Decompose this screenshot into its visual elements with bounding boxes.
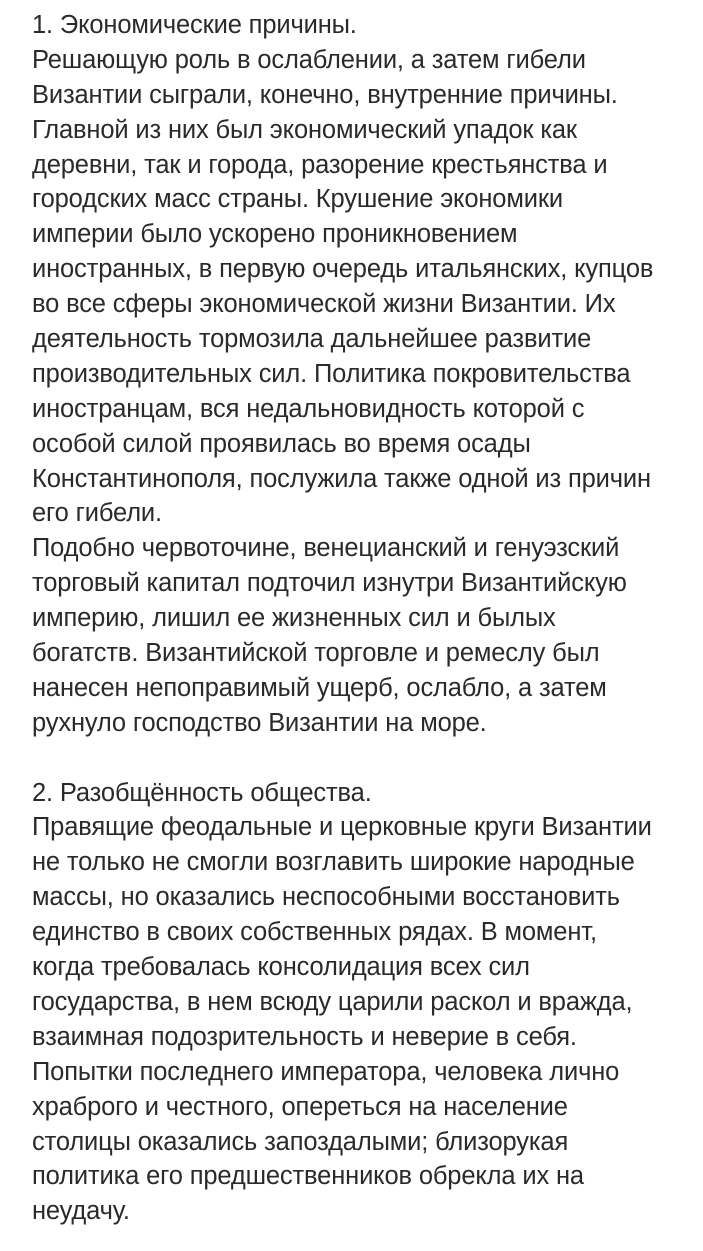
text-line: массы, но оказались неспособными восстановить <box>32 883 620 912</box>
text-line: торговый капитал подточил изнутри Византийскую <box>32 569 627 598</box>
text-line: деятельность тормозила дальнейшее развитие <box>32 325 592 354</box>
text-line: во все сферы экономической жизни Византии. Их <box>32 290 616 319</box>
text-line: деревни, так и города, разорение крестьянства и <box>32 150 608 179</box>
text-line: иностранных, в первую очередь итальянских, купцов <box>32 255 654 284</box>
text-line: рухнуло господство Византии на море. <box>32 708 487 737</box>
text-line: нанесен непоправимый ущерб, ослабло, а затем <box>32 673 607 702</box>
text-line: особой силой проявилась во время осады <box>32 429 531 458</box>
text-line: Константинополя, послужила также одной из причин <box>32 464 651 493</box>
text-line: империи было ускорено проникновением <box>32 220 518 249</box>
text-line: когда требовалась консолидация всех сил <box>32 953 530 982</box>
text-line: неудачу. <box>32 1197 130 1226</box>
section-social-division <box>32 776 695 1230</box>
text-line: единство в своих собственных рядах. В момент, <box>32 918 597 947</box>
text-line: Решающую роль в ослаблении, а затем гибели <box>32 45 586 74</box>
paragraph-spacer <box>32 741 695 776</box>
section-heading: 2. Разобщённость общества. <box>32 778 372 807</box>
text-line: Попытки последнего императора, человека лично <box>32 1057 620 1086</box>
text-line: взаимная подозрительность и неверие в себя. <box>32 1022 577 1051</box>
text-line: Византии сыграли, конечно, внутренние причины. <box>32 80 618 109</box>
text-line: Правящие феодальные и церковные круги Византии <box>32 813 652 842</box>
section-heading: 1. Экономические причины. <box>32 11 357 39</box>
text-line: производительных сил. Политика покровительства <box>32 359 631 388</box>
text-line: Подобно червоточине, венецианский и генуэзский <box>32 534 620 563</box>
text-line: богатств. Византийской торговле и ремеслу был <box>32 639 600 668</box>
text-line: государства, в нем всюду царили раскол и вражда, <box>32 987 633 1016</box>
text-line: его гибели. <box>32 499 162 528</box>
text-line: городских масс страны. Крушение экономики <box>32 185 563 214</box>
text-line: храброго и честного, опереться на население <box>32 1092 568 1121</box>
text-line: Главной из них был экономический упадок как <box>32 115 577 144</box>
text-line: иностранцам, вся недальновидность которой с <box>32 394 585 423</box>
text-line: империю, лишил ее жизненных сил и былых <box>32 604 556 633</box>
section-economic-causes <box>32 8 695 741</box>
text-line: политика его предшественников обрекла их на <box>32 1162 584 1191</box>
text-line: не только не смогли возглавить широкие народные <box>32 848 635 877</box>
text-line: столицы оказались запоздалыми; близорукая <box>32 1127 569 1156</box>
